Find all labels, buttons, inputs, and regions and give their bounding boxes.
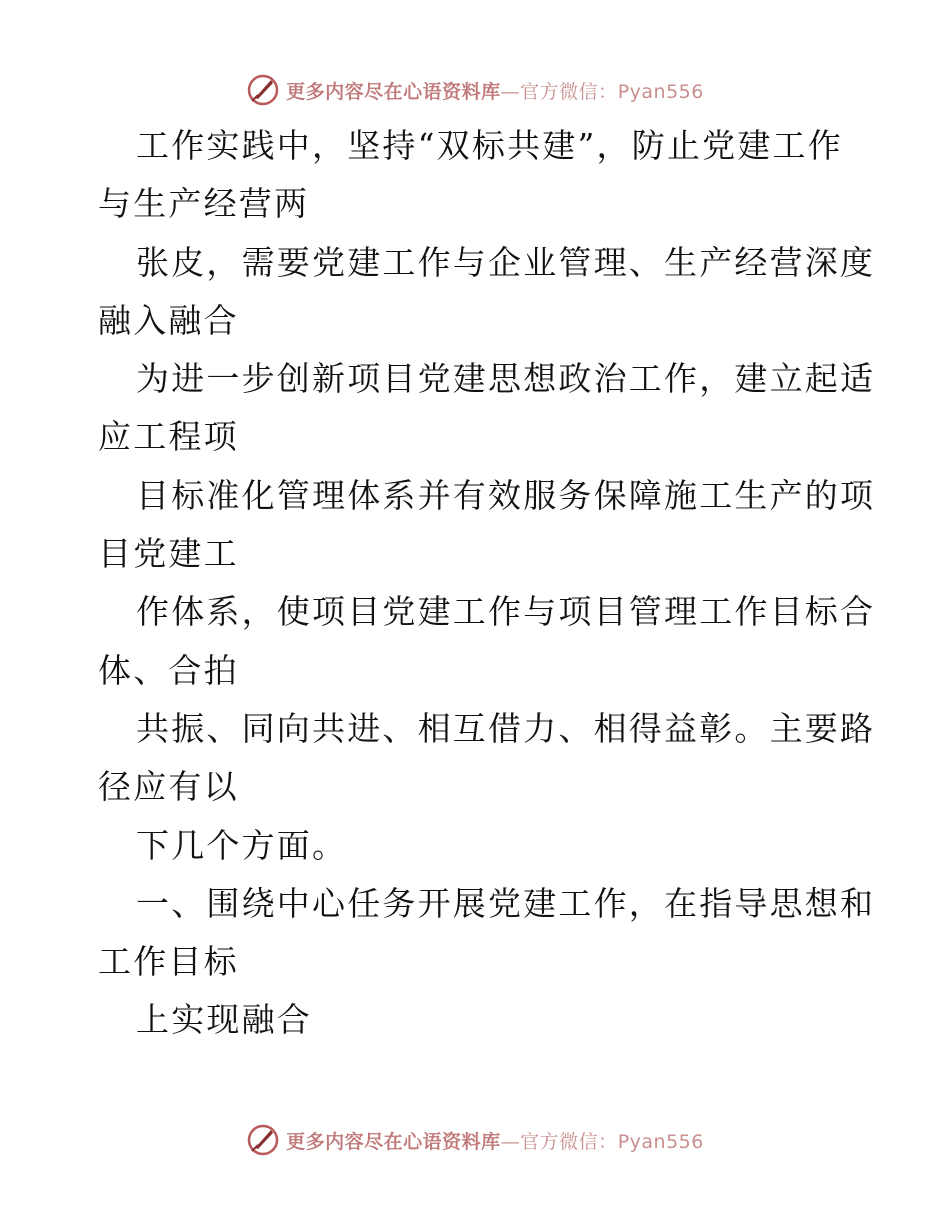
body-line: 工作实践中，坚持“双标共建”，防止党建工作 [136, 126, 843, 165]
watermark-label: 官方微信： [520, 80, 618, 103]
body-line: 目标准化管理体系并有效服务保障施工生产的项 [136, 475, 876, 515]
watermark-label: 官方微信： [520, 1130, 618, 1153]
body-line: 下几个方面。 [136, 825, 348, 865]
body-line: 作体系，使项目党建工作与项目管理工作目标合 [136, 592, 876, 632]
body-line: 目党建工 [98, 534, 239, 574]
watermark-separator: — [500, 80, 521, 103]
quill-pen-logo-icon [246, 1123, 280, 1157]
quill-pen-logo-icon [246, 73, 280, 107]
watermark-separator: — [500, 1130, 521, 1153]
body-line: 张皮，需要党建工作与企业管理、生产经营深度 [136, 242, 876, 282]
watermark-text [286, 1127, 704, 1154]
body-line: 应工程项 [98, 417, 239, 457]
watermark-text [286, 77, 704, 104]
footer-watermark [0, 1120, 950, 1160]
document-body [98, 117, 876, 1050]
body-line: 径应有以 [98, 767, 239, 807]
body-line: 为进一步创新项目党建思想政治工作，建立起适 [136, 359, 876, 399]
body-line: 工作目标 [98, 942, 239, 982]
body-line: 上实现融合 [136, 1000, 312, 1040]
body-line: 共振、同向共进、相互借力、相得益彰。主要路 [136, 708, 876, 748]
header-watermark [0, 70, 950, 110]
body-line: 与生产经营两 [98, 184, 310, 224]
body-line: 体、合拍 [98, 650, 239, 690]
watermark-wechat-id: Pyan556 [617, 1130, 704, 1153]
watermark-wechat-id: Pyan556 [617, 80, 704, 103]
body-line: 一、围绕中心任务开展党建工作，在指导思想和 [136, 883, 876, 923]
watermark-brand: 更多内容尽在心语资料库 [286, 1130, 501, 1153]
watermark-brand: 更多内容尽在心语资料库 [286, 80, 501, 103]
body-line: 融入融合 [98, 300, 239, 340]
